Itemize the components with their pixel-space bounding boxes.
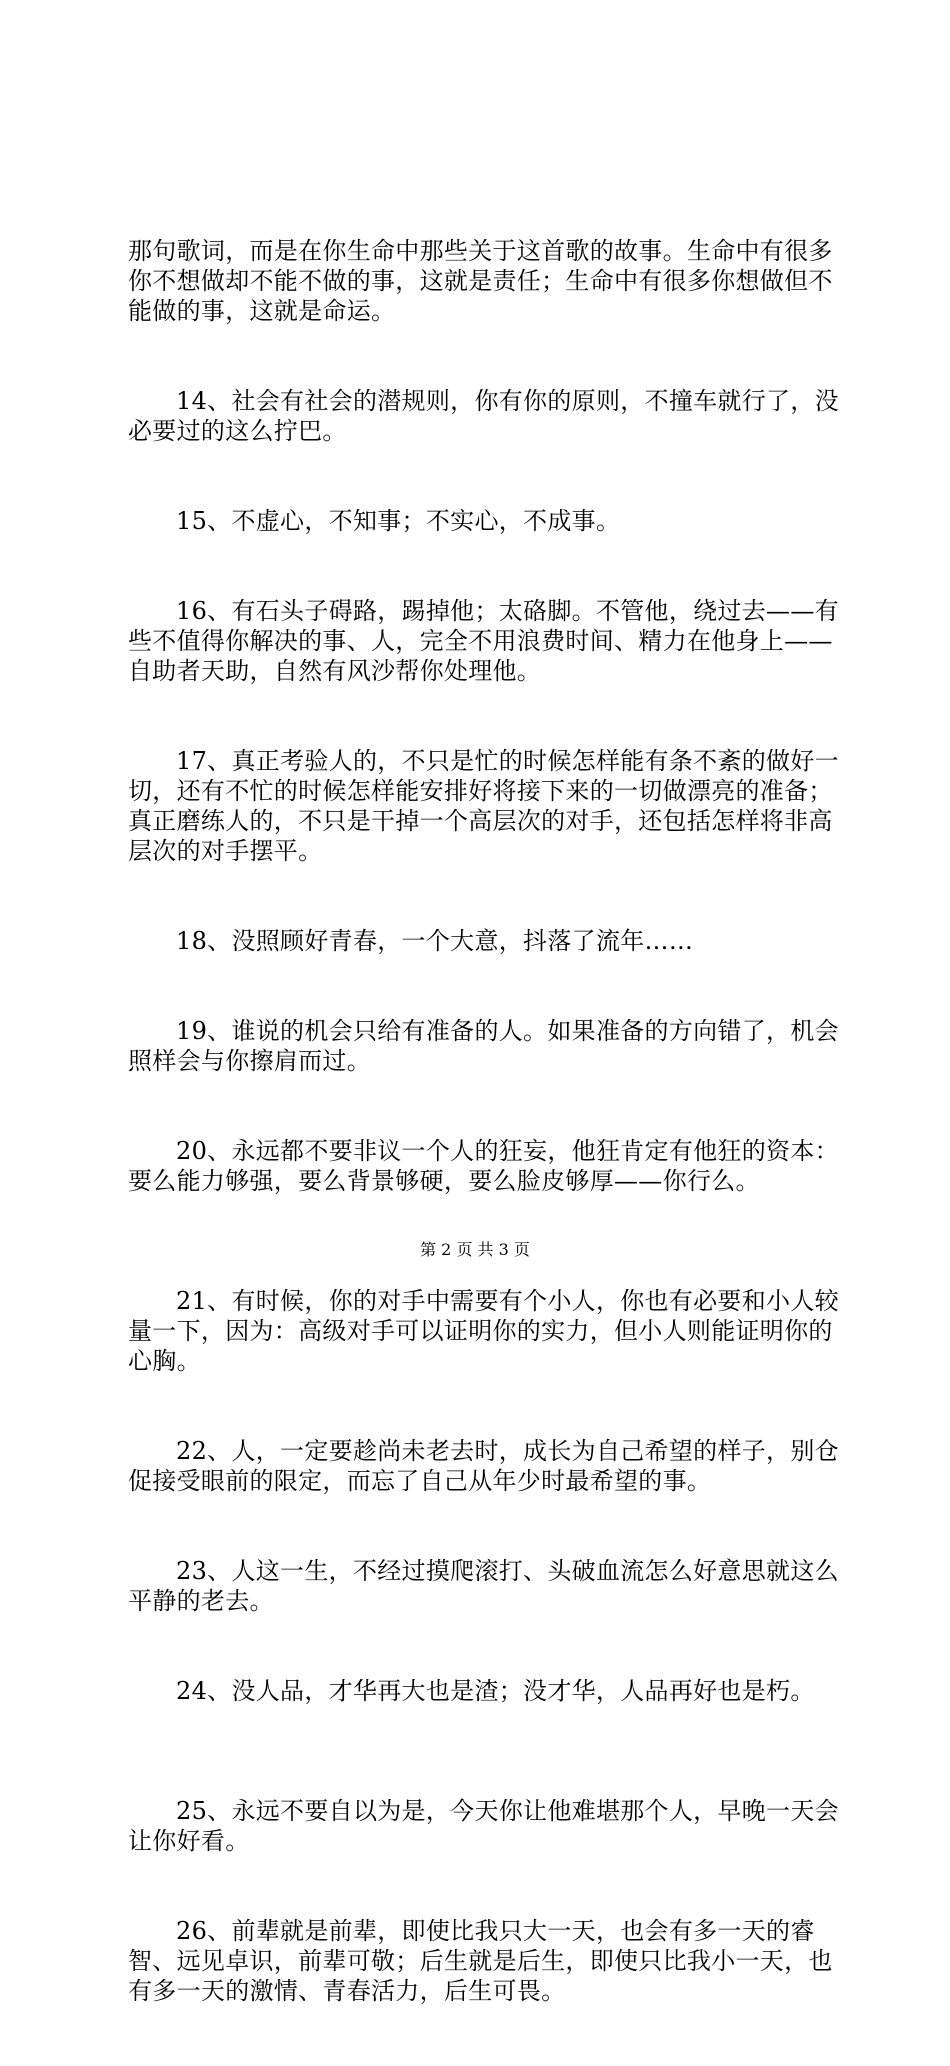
paragraph-18: 18、没照顾好青春，一个大意，抖落了流年……: [176, 927, 694, 955]
body-text: [128, 176, 848, 2066]
paragraph-23: 23、人这一生，不经过摸爬滚打、头破血流怎么好意思就这么平静的老去。: [128, 1557, 839, 1615]
paragraph-16: 16、有石头子碍路，踢掉他；太硌脚。不管他，绕过去——有些不值得你解决的事、人，完全不用浪费时间、精力在他身上——自助者天助，自然有风沙帮你处理他。: [128, 597, 839, 685]
paragraph-24: 24、没人品，才华再大也是渣；没才华，人品再好也是朽。: [176, 1677, 815, 1705]
paragraph-20: 20、永远都不要非议一个人的狂妄，他狂肯定有他狂的资本：要么能力够强，要么背景够硬，要么脸皮够厚——你行么。: [128, 1137, 839, 1195]
paragraph-17: 17、真正考验人的，不只是忙的时候怎样能有条不紊的做好一切，还有不忙的时候怎样能安排好将接下来的一切做漂亮的准备；真正磨练人的，不只是干掉一个高层次的对手，还包括怎样将非高层次的对手摆平。: [128, 747, 839, 865]
paragraph-14: 14、社会有社会的潜规则，你有你的原则，不撞车就行了，没必要过的这么拧巴。: [128, 387, 839, 445]
paragraph-continuation: 那句歌词，而是在你生命中那些关于这首歌的故事。生命中有很多你不想做却不能不做的事，这就是责任；生命中有很多你想做但不能做的事，这就是命运。: [128, 237, 833, 325]
paragraph-19: 19、谁说的机会只给有准备的人。如果准备的方向错了，机会照样会与你擦肩而过。: [128, 1017, 839, 1075]
page-footer: [0, 1240, 950, 1260]
page-number-label: 第 2 页 共 3 页: [420, 1240, 530, 1259]
paragraph-26: 26、前辈就是前辈，即使比我只大一天，也会有多一天的睿智、远见卓识，前辈可敬；后生就是后生，即使只比我小一天，也有多一天的激情、青春活力，后生可畏。: [128, 1917, 833, 2005]
paragraph-22: 22、人，一定要趁尚未老去时，成长为自己希望的样子，别仓促接受眼前的限定，而忘了自己从年少时最希望的事。: [128, 1437, 839, 1495]
paragraph-25: 25、永远不要自以为是，今天你让他难堪那个人，早晚一天会让你好看。: [128, 1797, 839, 1855]
paragraph-21: 21、有时候，你的对手中需要有个小人，你也有必要和小人较量一下，因为：高级对手可以证明你的实力，但小人则能证明你的心胸。: [128, 1287, 839, 1375]
paragraph-15: 15、不虚心，不知事；不实心，不成事。: [176, 507, 621, 535]
